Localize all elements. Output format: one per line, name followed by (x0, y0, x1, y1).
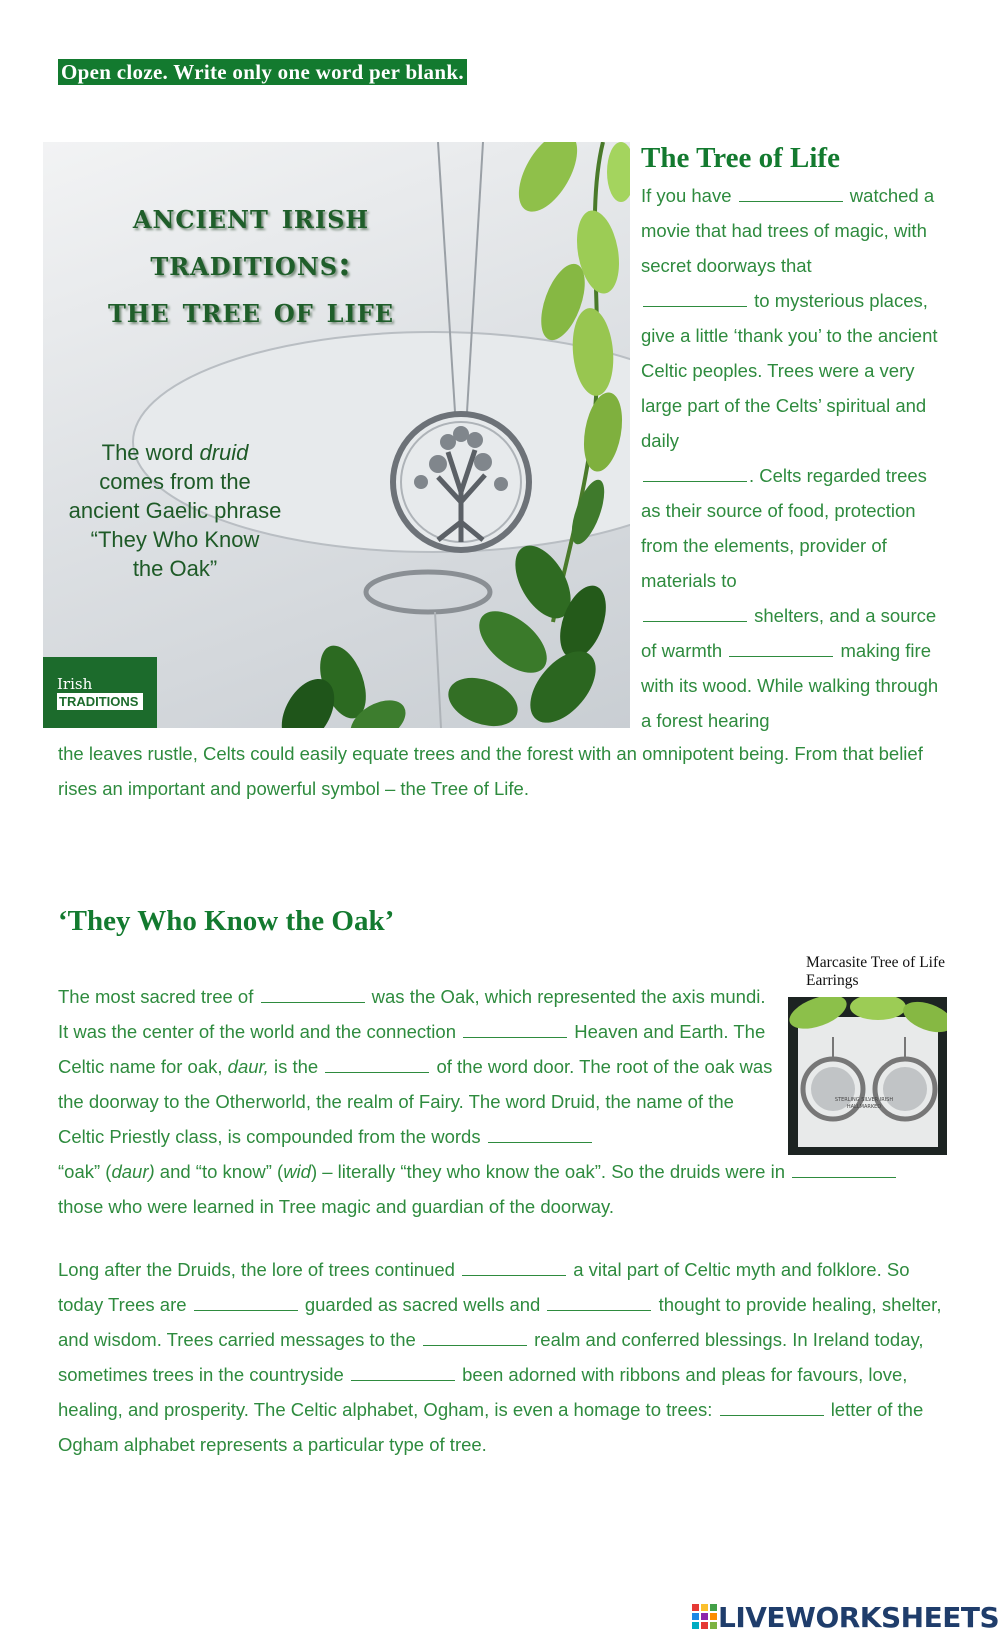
s2-text-5-em1: daur) (111, 1161, 155, 1182)
hero-caption-line-2: comes from the (99, 469, 251, 494)
s1-text-6: making fire with its wood. While walking through a forest hearing (641, 640, 939, 731)
s3-text-5: realm and conferred blessings. In Ireland today, sometimes trees in the countryside (58, 1329, 924, 1385)
blank-7[interactable] (463, 1019, 567, 1038)
s3-text-3: guarded as sacred wells and (304, 1294, 541, 1315)
s2-text-3b: is the (268, 1056, 319, 1077)
blank-5[interactable] (729, 638, 833, 657)
hero-title-line-2: traditions: (150, 244, 352, 284)
liveworksheets-logo[interactable] (692, 1601, 999, 1633)
blank-12[interactable] (194, 1292, 298, 1311)
s2-text-6: those who were learned in Tree magic and guardian of the doorway. (58, 1196, 615, 1217)
earrings-caption: Marcasite Tree of Life Earrings (806, 954, 946, 989)
s1-text-5: shelters, and a source of warmth (641, 605, 937, 661)
s2-text-5a: “oak” ( (58, 1161, 112, 1182)
s2-text-5b: and “to know” ( (154, 1161, 284, 1182)
section2-paragraph-a (58, 979, 778, 1154)
section1-continuation: the leaves rustle, Celts could easily equate trees and the forest with an omnipotent being. From that belief rises an important and powerful symbol – the Tree of Life. (58, 743, 923, 799)
s2-text-5c: ) – literally “they who know the oak”. So the druids were in (310, 1161, 785, 1182)
section1-title: The Tree of Life (641, 142, 840, 174)
hero-caption (51, 438, 299, 583)
blank-14[interactable] (423, 1327, 527, 1346)
blank-2[interactable] (643, 288, 747, 307)
blank-13[interactable] (547, 1292, 651, 1311)
earrings-card-text: STERLING SILVER IRISH HALLMARKED (834, 1097, 894, 1110)
hero-caption-line-4: “They Who Know (90, 527, 260, 552)
hero-title (61, 194, 441, 335)
hero-title-line-3: the tree of life (107, 291, 395, 331)
blank-3[interactable] (643, 463, 747, 482)
s1-text-3: to mysterious places, give a little ‘thank you’ to the ancient Celtic peoples. Trees were a very large part of the Celts’ spiritual and daily (641, 290, 938, 451)
s2-text-2: was the Oak, which represented the axis mundi. It was the center of the world and the connection (58, 986, 766, 1042)
s3-text-1: Long after the Druids, the lore of trees continued (58, 1259, 455, 1280)
hero-caption-em: druid (199, 440, 249, 465)
s1-text-1: If you have (641, 185, 732, 206)
s3-text-4: thought to provide healing, shelter, and wisdom. Trees carried messages to the (58, 1294, 942, 1350)
s2-text-5-em2: wid (283, 1161, 311, 1182)
section3-paragraph (58, 1252, 948, 1462)
s2-text-4: of the word door. The root of the oak was the doorway to the Otherworld, the realm of Fairy. The word Druid, the name of the Celtic Priestly class, is compounded from the words (58, 1056, 773, 1147)
earrings-art (788, 997, 947, 1155)
blank-10[interactable] (792, 1159, 896, 1178)
irish-traditions-badge (43, 657, 157, 728)
s3-text-7: letter of the Ogham alphabet represents a particular type of tree. (58, 1399, 924, 1455)
blank-6[interactable] (261, 984, 365, 1003)
s2-text-1: The most sacred tree of (58, 986, 254, 1007)
pendant-reflection (366, 572, 490, 612)
blank-8[interactable] (325, 1054, 429, 1073)
tree-of-life-hero-image (43, 142, 630, 728)
blank-9[interactable] (488, 1124, 592, 1143)
s3-text-6: been adorned with ribbons and pleas for favours, love, healing, and prosperity. The Celtic alphabet, Ogham, is even a homage to trees: (58, 1364, 908, 1420)
section2-title: ‘They Who Know the Oak’ (58, 905, 395, 937)
blank-15[interactable] (351, 1362, 455, 1381)
instructions-banner: Open cloze. Write only one word per blank. (58, 59, 467, 85)
hero-caption-pre: The word (101, 440, 200, 465)
s1-text-2: watched a movie that had trees of magic, with secret doorways that (641, 185, 935, 276)
badge-bottom-text: TRADITIONS (57, 693, 143, 710)
hero-caption-line-3: ancient Gaelic phrase (68, 498, 282, 523)
badge-top-text: Irish (57, 674, 93, 693)
hero-title-line-1: ancient irish (132, 197, 370, 237)
section1-column-text (641, 178, 941, 738)
section2-paragraph-b (58, 1154, 958, 1224)
boxwood-leaves (271, 536, 615, 728)
s3-text-2: a vital part of Celtic myth and folklore. So today Trees are (58, 1259, 910, 1315)
liveworksheets-logo-text: LIVEWORKSHEETS (718, 1600, 1000, 1634)
liveworksheets-logo-icon (692, 1604, 718, 1630)
s2-text-3-em: daur, (227, 1056, 269, 1077)
earrings-image (788, 997, 947, 1155)
hero-caption-line-5: the Oak” (132, 556, 218, 581)
s2-text-3: Heaven and Earth. The Celtic name for oak, (58, 1021, 766, 1077)
s1-text-4: . Celts regarded trees as their source of food, protection from the elements, provider of materials to (641, 465, 927, 591)
blank-1[interactable] (739, 183, 843, 202)
blank-16[interactable] (720, 1397, 824, 1416)
blank-11[interactable] (462, 1257, 566, 1276)
blank-4[interactable] (643, 603, 747, 622)
